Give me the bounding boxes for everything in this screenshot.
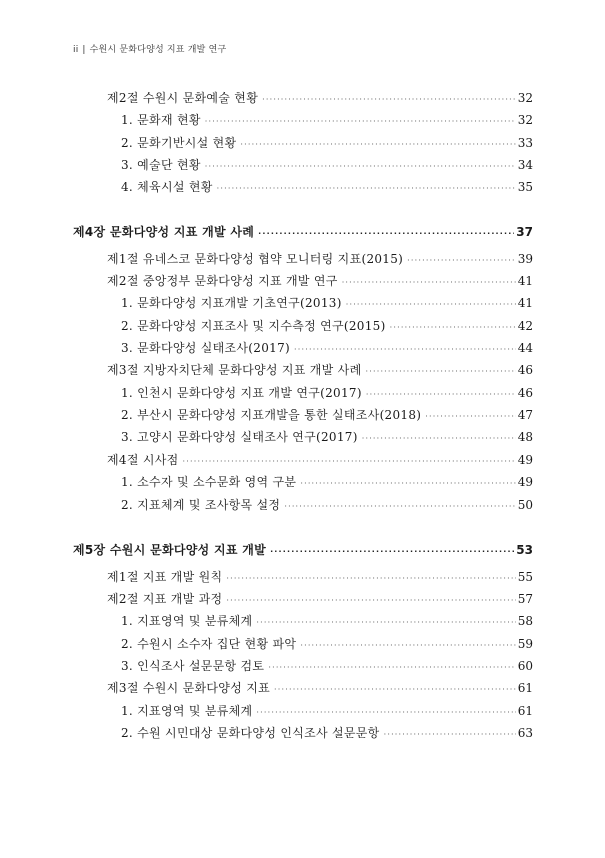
toc-entry[interactable] [107, 361, 533, 381]
toc-entry-page: 63 [517, 726, 533, 740]
toc-entry[interactable] [121, 178, 533, 198]
toc-entry-page: 60 [517, 659, 533, 673]
toc-chapter-entry[interactable] [73, 541, 533, 561]
toc-entry-page: 48 [517, 430, 533, 444]
toc-entry[interactable] [107, 250, 533, 270]
toc-entry-page: 41 [517, 296, 533, 310]
toc-entry[interactable] [121, 428, 533, 448]
toc-entry[interactable] [107, 89, 533, 109]
dot-leader [390, 323, 516, 332]
toc-entry-title: 제2절 중앙정부 문화다양성 지표 개발 연구 [107, 274, 338, 288]
toc-entry-page: 61 [517, 681, 533, 695]
dot-leader [256, 708, 515, 717]
toc-entry-page: 42 [517, 319, 533, 333]
toc-entry-title: 1. 문화재 현황 [121, 113, 201, 127]
toc-entry-title: 1. 인천시 문화다양성 지표 개발 연구(2017) [121, 386, 362, 400]
toc-entry-page: 44 [517, 341, 533, 355]
dot-leader [407, 256, 516, 265]
toc-entry-page: 55 [517, 570, 533, 584]
toc-entry[interactable] [107, 568, 533, 588]
toc-entry-page: 33 [517, 136, 533, 150]
dot-leader [366, 390, 516, 399]
toc-entry[interactable] [121, 156, 533, 176]
toc-entry[interactable] [107, 679, 533, 699]
toc-chapter-page: 37 [516, 225, 533, 239]
toc-entry-page: 35 [517, 180, 533, 194]
toc-entry-title: 2. 문화다양성 지표조사 및 지수측정 연구(2015) [121, 319, 386, 333]
toc-entry[interactable] [121, 317, 533, 337]
toc-entry-page: 50 [517, 498, 533, 512]
toc-chapter-entry[interactable] [73, 223, 533, 243]
dot-leader [300, 479, 515, 488]
dot-leader [217, 184, 516, 193]
toc-entry[interactable] [121, 339, 533, 359]
toc-entry-title: 1. 지표영역 및 분류체계 [121, 704, 253, 718]
dot-leader [342, 278, 516, 287]
toc-entry-title: 제4절 시사점 [107, 453, 179, 467]
toc-entry[interactable] [121, 406, 533, 426]
running-header [73, 42, 226, 55]
dot-leader [270, 547, 514, 556]
toc-entry-page: 57 [517, 592, 533, 606]
toc-entry-title: 1. 소수자 및 소수문화 영역 구분 [121, 475, 297, 489]
toc-entry-page: 46 [517, 363, 533, 377]
dot-leader [240, 140, 515, 149]
toc-entry[interactable] [107, 272, 533, 292]
toc-entry-page: 59 [517, 637, 533, 651]
dot-leader [258, 229, 514, 238]
dot-leader [256, 618, 515, 627]
dot-leader [226, 574, 515, 583]
toc-entry[interactable] [121, 384, 533, 404]
toc-entry-title: 2. 수원 시민대상 문화다양성 인식조사 설문문항 [121, 726, 380, 740]
toc-entry-page: 49 [517, 453, 533, 467]
dot-leader [365, 367, 515, 376]
dot-leader [384, 730, 516, 739]
toc-entry-title: 제1절 지표 개발 원칙 [107, 570, 223, 584]
toc-entry-page: 39 [517, 252, 533, 266]
toc-entry[interactable] [121, 111, 533, 131]
toc-entry-title: 제2절 수원시 문화예술 현황 [107, 91, 259, 105]
dot-leader [205, 162, 516, 171]
toc-entry-title: 1. 문화다양성 지표개발 기초연구(2013) [121, 296, 342, 310]
toc-entry-page: 46 [517, 386, 533, 400]
toc-entry[interactable] [107, 451, 533, 471]
dot-leader [300, 641, 515, 650]
toc-entry-title: 제1절 유네스코 문화다양성 협약 모니터링 지표(2015) [107, 252, 404, 266]
toc-entry-title: 3. 고양시 문화다양성 실태조사 연구(2017) [121, 430, 358, 444]
toc-entry-page: 34 [517, 158, 533, 172]
dot-leader [362, 434, 516, 443]
dot-leader [425, 412, 515, 421]
toc-entry-page: 49 [517, 475, 533, 489]
dot-leader [183, 457, 516, 466]
toc-entry[interactable] [121, 473, 533, 493]
toc-entry[interactable] [121, 702, 533, 722]
toc-entry[interactable] [121, 612, 533, 632]
toc-entry[interactable] [121, 134, 533, 154]
toc-entry-title: 4. 체육시설 현황 [121, 180, 213, 194]
toc-entry[interactable] [107, 590, 533, 610]
toc-entry-page: 32 [517, 113, 533, 127]
dot-leader [294, 345, 516, 354]
dot-leader [205, 117, 516, 126]
toc-entry-title: 2. 수원시 소수자 집단 현황 파악 [121, 637, 297, 651]
toc-entry[interactable] [121, 294, 533, 314]
toc-entry-title: 2. 문화기반시설 현황 [121, 136, 237, 150]
toc-entry-title: 2. 부산시 문화다양성 지표개발을 통한 실태조사(2018) [121, 408, 422, 422]
toc-entry[interactable] [121, 724, 533, 744]
toc-chapter-title: 제4장 문화다양성 지표 개발 사례 [73, 225, 255, 239]
toc-chapter-title: 제5장 수원시 문화다양성 지표 개발 [73, 543, 267, 557]
toc-entry-page: 41 [517, 274, 533, 288]
toc-entry-title: 제2절 지표 개발 과정 [107, 592, 223, 606]
dot-leader [268, 663, 515, 672]
toc-entry[interactable] [121, 657, 533, 677]
toc-entry-page: 47 [517, 408, 533, 422]
dot-leader [346, 300, 516, 309]
toc-entry[interactable] [121, 635, 533, 655]
toc-entry-title: 제3절 지방자치단체 문화다양성 지표 개발 사례 [107, 363, 362, 377]
page-number: ii [73, 45, 79, 55]
dot-leader [284, 502, 515, 511]
dot-leader [262, 95, 516, 104]
toc-entry-title: 2. 지표체계 및 조사항목 설정 [121, 498, 281, 512]
header-separator: | [82, 45, 86, 55]
toc-chapter-page: 53 [516, 543, 533, 557]
book-title: 수원시 문화다양성 지표 개발 연구 [89, 45, 227, 55]
toc-entry-title: 1. 지표영역 및 분류체계 [121, 614, 253, 628]
toc-entry-page: 58 [517, 614, 533, 628]
dot-leader [274, 685, 516, 694]
toc-entry[interactable] [121, 496, 533, 516]
toc-entry-title: 3. 인식조사 설문문항 검토 [121, 659, 265, 673]
toc-entry-title: 3. 문화다양성 실태조사(2017) [121, 341, 291, 355]
dot-leader [226, 596, 515, 605]
toc-entry-page: 61 [517, 704, 533, 718]
toc-entry-page: 32 [517, 91, 533, 105]
toc-entry-title: 3. 예술단 현황 [121, 158, 201, 172]
toc-entry-title: 제3절 수원시 문화다양성 지표 [107, 681, 270, 695]
